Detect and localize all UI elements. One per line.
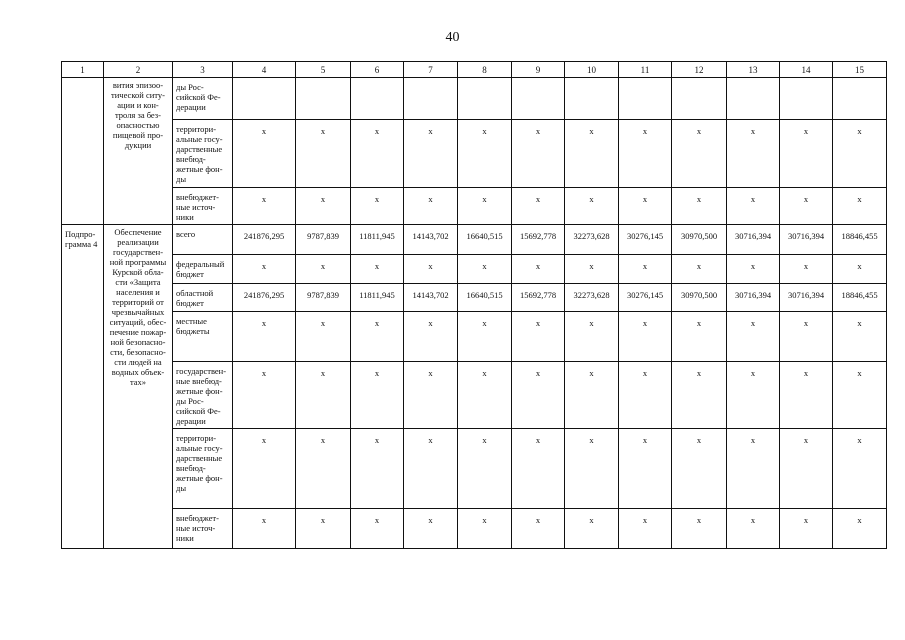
- value-cell: x: [351, 188, 404, 225]
- funding-source: государствен- ные внебюд- жетные фон- ды Рос- сийской Фе- дерации: [173, 362, 233, 429]
- program-label-cell: [62, 78, 104, 225]
- table-row: [62, 509, 887, 549]
- value-cell: x: [404, 120, 458, 188]
- value-cell: x: [780, 362, 833, 429]
- value-cell: 30970,500: [672, 284, 727, 312]
- value-cell: 14143,702: [404, 284, 458, 312]
- value-cell: x: [833, 188, 887, 225]
- value-cell: 30276,145: [619, 284, 672, 312]
- value-cell: 30716,394: [780, 284, 833, 312]
- value-cell: x: [296, 255, 351, 284]
- value-cell: 241876,295: [233, 284, 296, 312]
- value-cell: x: [565, 188, 619, 225]
- value-cell: [672, 78, 727, 120]
- value-cell: x: [565, 312, 619, 362]
- column-number: 10: [565, 62, 619, 78]
- value-cell: [780, 78, 833, 120]
- value-cell: [565, 78, 619, 120]
- value-cell: x: [672, 429, 727, 509]
- funding-source: территори- альные госу- дарственные внебюд- жетные фон- ды: [173, 429, 233, 509]
- funding-source: федеральный бюджет: [173, 255, 233, 284]
- column-number: 9: [512, 62, 565, 78]
- table-row: [62, 120, 887, 188]
- table-row: [62, 255, 887, 284]
- value-cell: x: [512, 188, 565, 225]
- value-cell: [833, 78, 887, 120]
- value-cell: x: [833, 362, 887, 429]
- value-cell: x: [672, 362, 727, 429]
- value-cell: x: [512, 312, 565, 362]
- value-cell: 16640,515: [458, 284, 512, 312]
- column-number: 3: [173, 62, 233, 78]
- column-number: 15: [833, 62, 887, 78]
- value-cell: [233, 78, 296, 120]
- value-cell: x: [296, 509, 351, 549]
- value-cell: x: [833, 429, 887, 509]
- value-cell: x: [833, 509, 887, 549]
- value-cell: 18846,455: [833, 225, 887, 255]
- value-cell: x: [404, 429, 458, 509]
- value-cell: x: [565, 362, 619, 429]
- value-cell: x: [351, 312, 404, 362]
- value-cell: 30970,500: [672, 225, 727, 255]
- value-cell: x: [672, 312, 727, 362]
- value-cell: x: [233, 362, 296, 429]
- column-number: 13: [727, 62, 780, 78]
- value-cell: 16640,515: [458, 225, 512, 255]
- value-cell: x: [458, 120, 512, 188]
- value-cell: x: [727, 312, 780, 362]
- value-cell: x: [727, 120, 780, 188]
- value-cell: x: [458, 362, 512, 429]
- value-cell: 14143,702: [404, 225, 458, 255]
- value-cell: x: [619, 312, 672, 362]
- value-cell: x: [619, 120, 672, 188]
- value-cell: x: [296, 362, 351, 429]
- value-cell: [351, 78, 404, 120]
- value-cell: x: [727, 509, 780, 549]
- value-cell: [296, 78, 351, 120]
- value-cell: 9787,839: [296, 284, 351, 312]
- value-cell: 30276,145: [619, 225, 672, 255]
- column-number: 12: [672, 62, 727, 78]
- value-cell: x: [233, 255, 296, 284]
- value-cell: x: [458, 312, 512, 362]
- column-number: 8: [458, 62, 512, 78]
- value-cell: x: [458, 509, 512, 549]
- value-cell: [458, 78, 512, 120]
- value-cell: x: [404, 255, 458, 284]
- value-cell: 15692,778: [512, 284, 565, 312]
- value-cell: x: [404, 362, 458, 429]
- value-cell: x: [404, 312, 458, 362]
- value-cell: 11811,945: [351, 225, 404, 255]
- value-cell: 18846,455: [833, 284, 887, 312]
- value-cell: x: [565, 509, 619, 549]
- value-cell: x: [233, 429, 296, 509]
- value-cell: x: [727, 188, 780, 225]
- value-cell: 9787,839: [296, 225, 351, 255]
- value-cell: x: [672, 120, 727, 188]
- table-row: [62, 284, 887, 312]
- column-number: 11: [619, 62, 672, 78]
- value-cell: x: [351, 255, 404, 284]
- value-cell: x: [727, 362, 780, 429]
- value-cell: x: [780, 120, 833, 188]
- value-cell: x: [512, 429, 565, 509]
- value-cell: x: [512, 255, 565, 284]
- value-cell: x: [727, 255, 780, 284]
- value-cell: 30716,394: [780, 225, 833, 255]
- value-cell: x: [727, 429, 780, 509]
- value-cell: x: [458, 188, 512, 225]
- value-cell: x: [619, 188, 672, 225]
- table-row: [62, 78, 887, 120]
- value-cell: x: [780, 509, 833, 549]
- value-cell: x: [351, 120, 404, 188]
- value-cell: 30716,394: [727, 225, 780, 255]
- column-number: 4: [233, 62, 296, 78]
- value-cell: x: [833, 120, 887, 188]
- value-cell: 11811,945: [351, 284, 404, 312]
- value-cell: [619, 78, 672, 120]
- funding-source: внебюджет- ные источ- ники: [173, 509, 233, 549]
- value-cell: x: [404, 188, 458, 225]
- value-cell: x: [672, 255, 727, 284]
- value-cell: [727, 78, 780, 120]
- value-cell: 15692,778: [512, 225, 565, 255]
- value-cell: x: [565, 255, 619, 284]
- value-cell: x: [233, 312, 296, 362]
- page-number: 40: [445, 30, 460, 45]
- funding-source: всего: [173, 225, 233, 255]
- funding-source: местные бюджеты: [173, 312, 233, 362]
- value-cell: x: [351, 509, 404, 549]
- value-cell: x: [404, 509, 458, 549]
- value-cell: x: [512, 120, 565, 188]
- value-cell: x: [619, 255, 672, 284]
- funding-source: территори- альные госу- дарственные внебюд- жетные фон- ды: [173, 120, 233, 188]
- table-row: [62, 362, 887, 429]
- value-cell: x: [672, 509, 727, 549]
- value-cell: x: [672, 188, 727, 225]
- value-cell: x: [833, 255, 887, 284]
- value-cell: x: [296, 429, 351, 509]
- value-cell: x: [458, 255, 512, 284]
- value-cell: x: [780, 429, 833, 509]
- value-cell: x: [233, 188, 296, 225]
- subprogram-description: Обеспечение реализации государствен- ной программы Курской обла- сти «Защита населения и территорий от чрезвычайных ситуаций, обес- печение пожар- ной безопасно- сти, безопасно- сти людей на водных объек- тах»: [104, 225, 173, 549]
- value-cell: 30716,394: [727, 284, 780, 312]
- value-cell: x: [619, 509, 672, 549]
- column-number: 14: [780, 62, 833, 78]
- column-number-row: [62, 62, 887, 78]
- value-cell: x: [296, 312, 351, 362]
- column-number: 2: [104, 62, 173, 78]
- value-cell: x: [833, 312, 887, 362]
- funding-table: [61, 61, 887, 549]
- value-cell: x: [351, 429, 404, 509]
- value-cell: 32273,628: [565, 225, 619, 255]
- value-cell: x: [233, 509, 296, 549]
- value-cell: 32273,628: [565, 284, 619, 312]
- subprogram-label: Подпро- грамма 4: [62, 225, 104, 549]
- funding-source: внебюджет- ные источ- ники: [173, 188, 233, 225]
- value-cell: x: [512, 362, 565, 429]
- value-cell: x: [780, 255, 833, 284]
- value-cell: x: [565, 120, 619, 188]
- value-cell: x: [458, 429, 512, 509]
- value-cell: x: [512, 509, 565, 549]
- table-row: [62, 429, 887, 509]
- column-number: 6: [351, 62, 404, 78]
- value-cell: x: [233, 120, 296, 188]
- subprogram-section: [62, 225, 887, 549]
- program-description: вития эпизоо- тической ситу- ации и кон- троля за без- опасностью пищевой про- дукции: [104, 78, 173, 225]
- column-number: 7: [404, 62, 458, 78]
- table-row: [62, 188, 887, 225]
- value-cell: x: [780, 188, 833, 225]
- value-cell: x: [296, 188, 351, 225]
- column-number: 5: [296, 62, 351, 78]
- table-row: [62, 225, 887, 255]
- value-cell: [404, 78, 458, 120]
- funding-source: ды Рос- сийской Фе- дерации: [173, 78, 233, 120]
- value-cell: x: [619, 362, 672, 429]
- value-cell: [512, 78, 565, 120]
- value-cell: x: [619, 429, 672, 509]
- value-cell: 241876,295: [233, 225, 296, 255]
- table-row: [62, 312, 887, 362]
- funding-source: областной бюджет: [173, 284, 233, 312]
- value-cell: x: [351, 362, 404, 429]
- value-cell: x: [296, 120, 351, 188]
- column-number: 1: [62, 62, 104, 78]
- value-cell: x: [780, 312, 833, 362]
- continuation-section: [62, 78, 887, 225]
- value-cell: x: [565, 429, 619, 509]
